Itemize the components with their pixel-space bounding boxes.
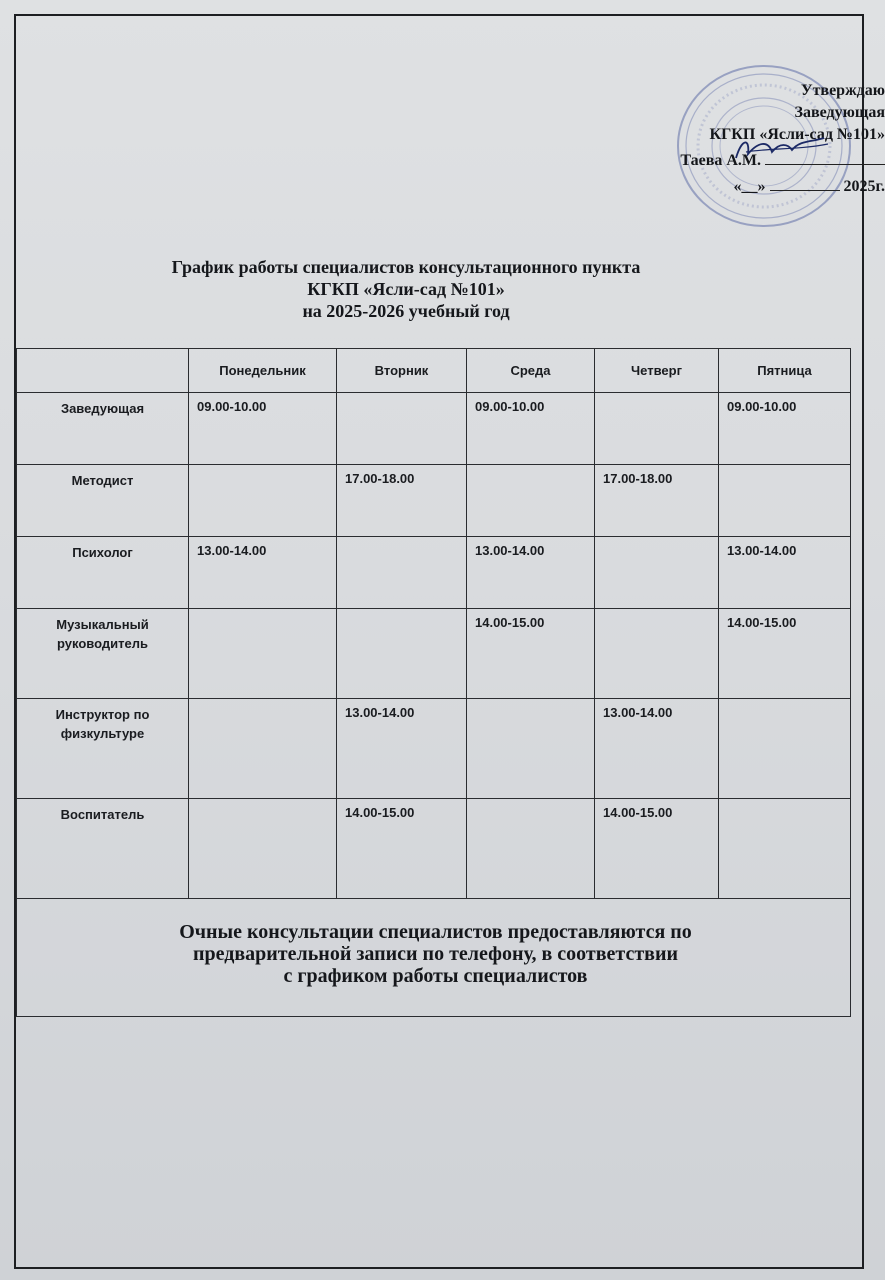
table-header-row	[17, 349, 851, 393]
note-line-1: Очные консультации специалистов предоставляются по	[179, 921, 692, 943]
row-specialist: Воспитатель	[17, 799, 189, 899]
row-specialist: Музыкальный руководитель	[17, 609, 189, 699]
table-cell	[719, 699, 851, 799]
title-line-1: График работы специалистов консультационного пункта	[171, 257, 641, 277]
table-cell: 17.00-18.00	[337, 465, 467, 537]
table-cell	[189, 609, 337, 699]
table-row	[17, 393, 851, 465]
approval-date-year: 2025г.	[843, 178, 885, 195]
row-specialist: Методист	[17, 465, 189, 537]
table-cell: 13.00-14.00	[595, 699, 719, 799]
table-cell: 14.00-15.00	[337, 799, 467, 899]
header-monday: Понедельник	[189, 349, 337, 393]
consultation-note	[17, 899, 851, 1017]
date-line	[770, 172, 840, 191]
table-cell: 13.00-14.00	[719, 537, 851, 609]
approval-date-row	[625, 172, 885, 198]
table-cell: 13.00-14.00	[337, 699, 467, 799]
table-cell: 13.00-14.00	[467, 537, 595, 609]
table-cell: 09.00-10.00	[189, 393, 337, 465]
header-thursday: Четверг	[595, 349, 719, 393]
header-wednesday: Среда	[467, 349, 595, 393]
table-cell	[719, 465, 851, 537]
header-friday: Пятница	[719, 349, 851, 393]
handwritten-signature-icon	[728, 132, 838, 166]
table-cell	[189, 699, 337, 799]
table-cell: 14.00-15.00	[595, 799, 719, 899]
table-cell: 09.00-10.00	[467, 393, 595, 465]
header-tuesday: Вторник	[337, 349, 467, 393]
note-line-2: предварительной записи по телефону, в соответствии	[192, 943, 679, 965]
table-cell	[467, 699, 595, 799]
table-cell	[189, 465, 337, 537]
table-cell	[337, 393, 467, 465]
table-cell: 14.00-15.00	[467, 609, 595, 699]
approval-position: Заведующая	[794, 104, 885, 121]
row-specialist: Психолог	[17, 537, 189, 609]
approval-title: Утверждаю	[800, 82, 885, 99]
table-row	[17, 465, 851, 537]
title-line-2: КГКП «Ясли-сад №101»	[307, 279, 505, 299]
table-row	[17, 609, 851, 699]
table-cell: 17.00-18.00	[595, 465, 719, 537]
table-cell: 14.00-15.00	[719, 609, 851, 699]
table-cell	[467, 799, 595, 899]
row-specialist: Инструктор по физкультуре	[17, 699, 189, 799]
title-line-3: на 2025-2026 учебный год	[302, 301, 510, 321]
table-cell: 09.00-10.00	[719, 393, 851, 465]
approval-date-prefix: «__»	[733, 178, 766, 195]
schedule-table	[16, 348, 851, 1017]
note-line-3: с графиком работы специалистов	[283, 965, 588, 987]
table-cell	[595, 537, 719, 609]
table-cell	[189, 799, 337, 899]
approval-name: Таева А.М.	[680, 152, 761, 169]
header-cell-empty	[17, 349, 189, 393]
table-row	[17, 699, 851, 799]
table-row	[17, 537, 851, 609]
row-specialist: Заведующая	[17, 393, 189, 465]
note-row	[17, 899, 851, 1017]
table-cell	[595, 609, 719, 699]
approval-organization: КГКП «Ясли-сад №101»	[709, 126, 885, 143]
table-row	[17, 799, 851, 899]
table-cell	[719, 799, 851, 899]
table-cell	[467, 465, 595, 537]
table-cell	[337, 537, 467, 609]
document-title	[16, 256, 796, 322]
table-cell: 13.00-14.00	[189, 537, 337, 609]
table-cell	[595, 393, 719, 465]
table-cell	[337, 609, 467, 699]
